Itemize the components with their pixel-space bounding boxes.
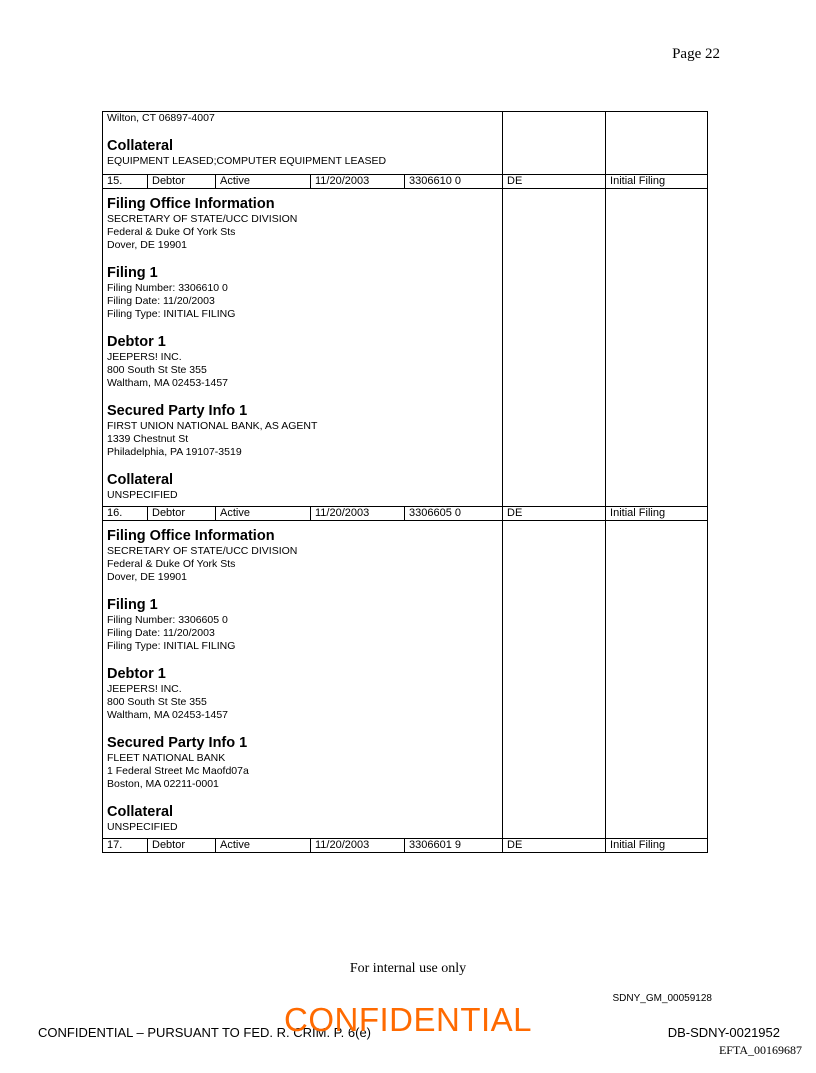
section-title: Filing 1 xyxy=(107,265,158,281)
page-number: Page 22 xyxy=(672,46,720,62)
party-type-cell: Debtor xyxy=(148,839,216,853)
detail-line: 1 Federal Street Mc Maofd07a xyxy=(107,765,249,777)
filings-table xyxy=(102,111,708,853)
confidential-note: CONFIDENTIAL – PURSUANT TO FED. R. CRIM. P. 6(e) xyxy=(38,1025,372,1040)
filing-row xyxy=(103,507,708,521)
empty-state-cell xyxy=(503,521,606,839)
status-cell: Active xyxy=(216,839,311,853)
detail-line: 800 South St Ste 355 xyxy=(107,364,207,376)
section-title: Filing Office Information xyxy=(107,196,275,212)
detail-line: Filing Number: 3306605 0 xyxy=(107,614,228,626)
empty-type-cell xyxy=(606,521,708,839)
filing-detail xyxy=(103,521,503,839)
empty-type-cell xyxy=(606,112,708,175)
state-cell: DE xyxy=(503,507,606,521)
detail-line: FLEET NATIONAL BANK xyxy=(107,752,226,764)
internal-use-note: For internal use only xyxy=(349,961,467,976)
filing-detail-row xyxy=(103,189,708,507)
detail-line: Philadelphia, PA 19107-3519 xyxy=(107,446,242,458)
section-title-collateral: Collateral xyxy=(107,138,174,154)
detail-line: Wilton, CT 06897-4007 xyxy=(107,112,215,124)
bates-number-gm: SDNY_GM_00059128 xyxy=(612,993,712,1004)
status-cell: Active xyxy=(216,175,311,189)
filing-row xyxy=(103,839,708,853)
detail-line: Federal & Duke Of York Sts xyxy=(107,558,236,570)
detail-line: Filing Type: INITIAL FILING xyxy=(107,640,236,652)
section-title: Collateral xyxy=(107,472,174,488)
date-cell: 11/20/2003 xyxy=(311,507,405,521)
detail-line: EQUIPMENT LEASED;COMPUTER EQUIPMENT LEASED xyxy=(107,155,387,167)
filing-detail-row xyxy=(103,521,708,839)
filing-detail xyxy=(103,189,503,507)
detail-line: Dover, DE 19901 xyxy=(107,239,187,251)
row-number-cell: 16. xyxy=(103,507,148,521)
detail-line: SECRETARY OF STATE/UCC DIVISION xyxy=(107,545,298,557)
section-title: Debtor 1 xyxy=(107,334,166,350)
empty-state-cell xyxy=(503,189,606,507)
filing-type-cell: Initial Filing xyxy=(606,507,708,521)
efta-number: EFTA_00169687 xyxy=(718,1043,802,1057)
detail-line: UNSPECIFIED xyxy=(107,489,178,501)
section-title: Filing Office Information xyxy=(107,528,275,544)
section-title: Debtor 1 xyxy=(107,666,166,682)
detail-line: Filing Date: 11/20/2003 xyxy=(107,627,215,639)
detail-line: Filing Date: 11/20/2003 xyxy=(107,295,215,307)
empty-state-cell xyxy=(503,112,606,175)
filing-type-cell: Initial Filing xyxy=(606,839,708,853)
detail-line: Waltham, MA 02453-1457 xyxy=(107,377,229,389)
confidential-stamp: CONFIDENTIAL xyxy=(283,1001,533,1038)
filing-number-cell: 3306610 0 xyxy=(405,175,503,189)
state-cell: DE xyxy=(503,839,606,853)
filing-type-cell: Initial Filing xyxy=(606,175,708,189)
detail-line: 1339 Chestnut St xyxy=(107,433,189,445)
state-cell: DE xyxy=(503,175,606,189)
detail-line: JEEPERS! INC. xyxy=(107,351,182,363)
detail-line: UNSPECIFIED xyxy=(107,821,178,833)
row-number-cell: 15. xyxy=(103,175,148,189)
section-title: Filing 1 xyxy=(107,597,158,613)
row-number-cell: 17. xyxy=(103,839,148,853)
party-type-cell: Debtor xyxy=(148,175,216,189)
continuation-detail-row xyxy=(103,112,708,175)
detail-line: SECRETARY OF STATE/UCC DIVISION xyxy=(107,213,298,225)
detail-line: Boston, MA 02211-0001 xyxy=(107,778,219,790)
detail-line: Filing Type: INITIAL FILING xyxy=(107,308,236,320)
detail-line: Filing Number: 3306610 0 xyxy=(107,282,228,294)
detail-line: 800 South St Ste 355 xyxy=(107,696,207,708)
detail-line: FIRST UNION NATIONAL BANK, AS AGENT xyxy=(107,420,318,432)
filings-table-body xyxy=(103,112,708,853)
date-cell: 11/20/2003 xyxy=(311,839,405,853)
date-cell: 11/20/2003 xyxy=(311,175,405,189)
detail-line: Waltham, MA 02453-1457 xyxy=(107,709,229,721)
detail-line: JEEPERS! INC. xyxy=(107,683,182,695)
filing-row xyxy=(103,175,708,189)
continuation-detail xyxy=(103,112,503,175)
detail-line: Federal & Duke Of York Sts xyxy=(107,226,236,238)
bates-number-db: DB-SDNY-0021952 xyxy=(667,1025,780,1040)
filing-number-cell: 3306605 0 xyxy=(405,507,503,521)
party-type-cell: Debtor xyxy=(148,507,216,521)
empty-type-cell xyxy=(606,189,708,507)
section-title: Secured Party Info 1 xyxy=(107,403,248,419)
section-title: Secured Party Info 1 xyxy=(107,735,248,751)
filing-number-cell: 3306601 9 xyxy=(405,839,503,853)
section-title: Collateral xyxy=(107,804,174,820)
detail-line: Dover, DE 19901 xyxy=(107,571,187,583)
status-cell: Active xyxy=(216,507,311,521)
